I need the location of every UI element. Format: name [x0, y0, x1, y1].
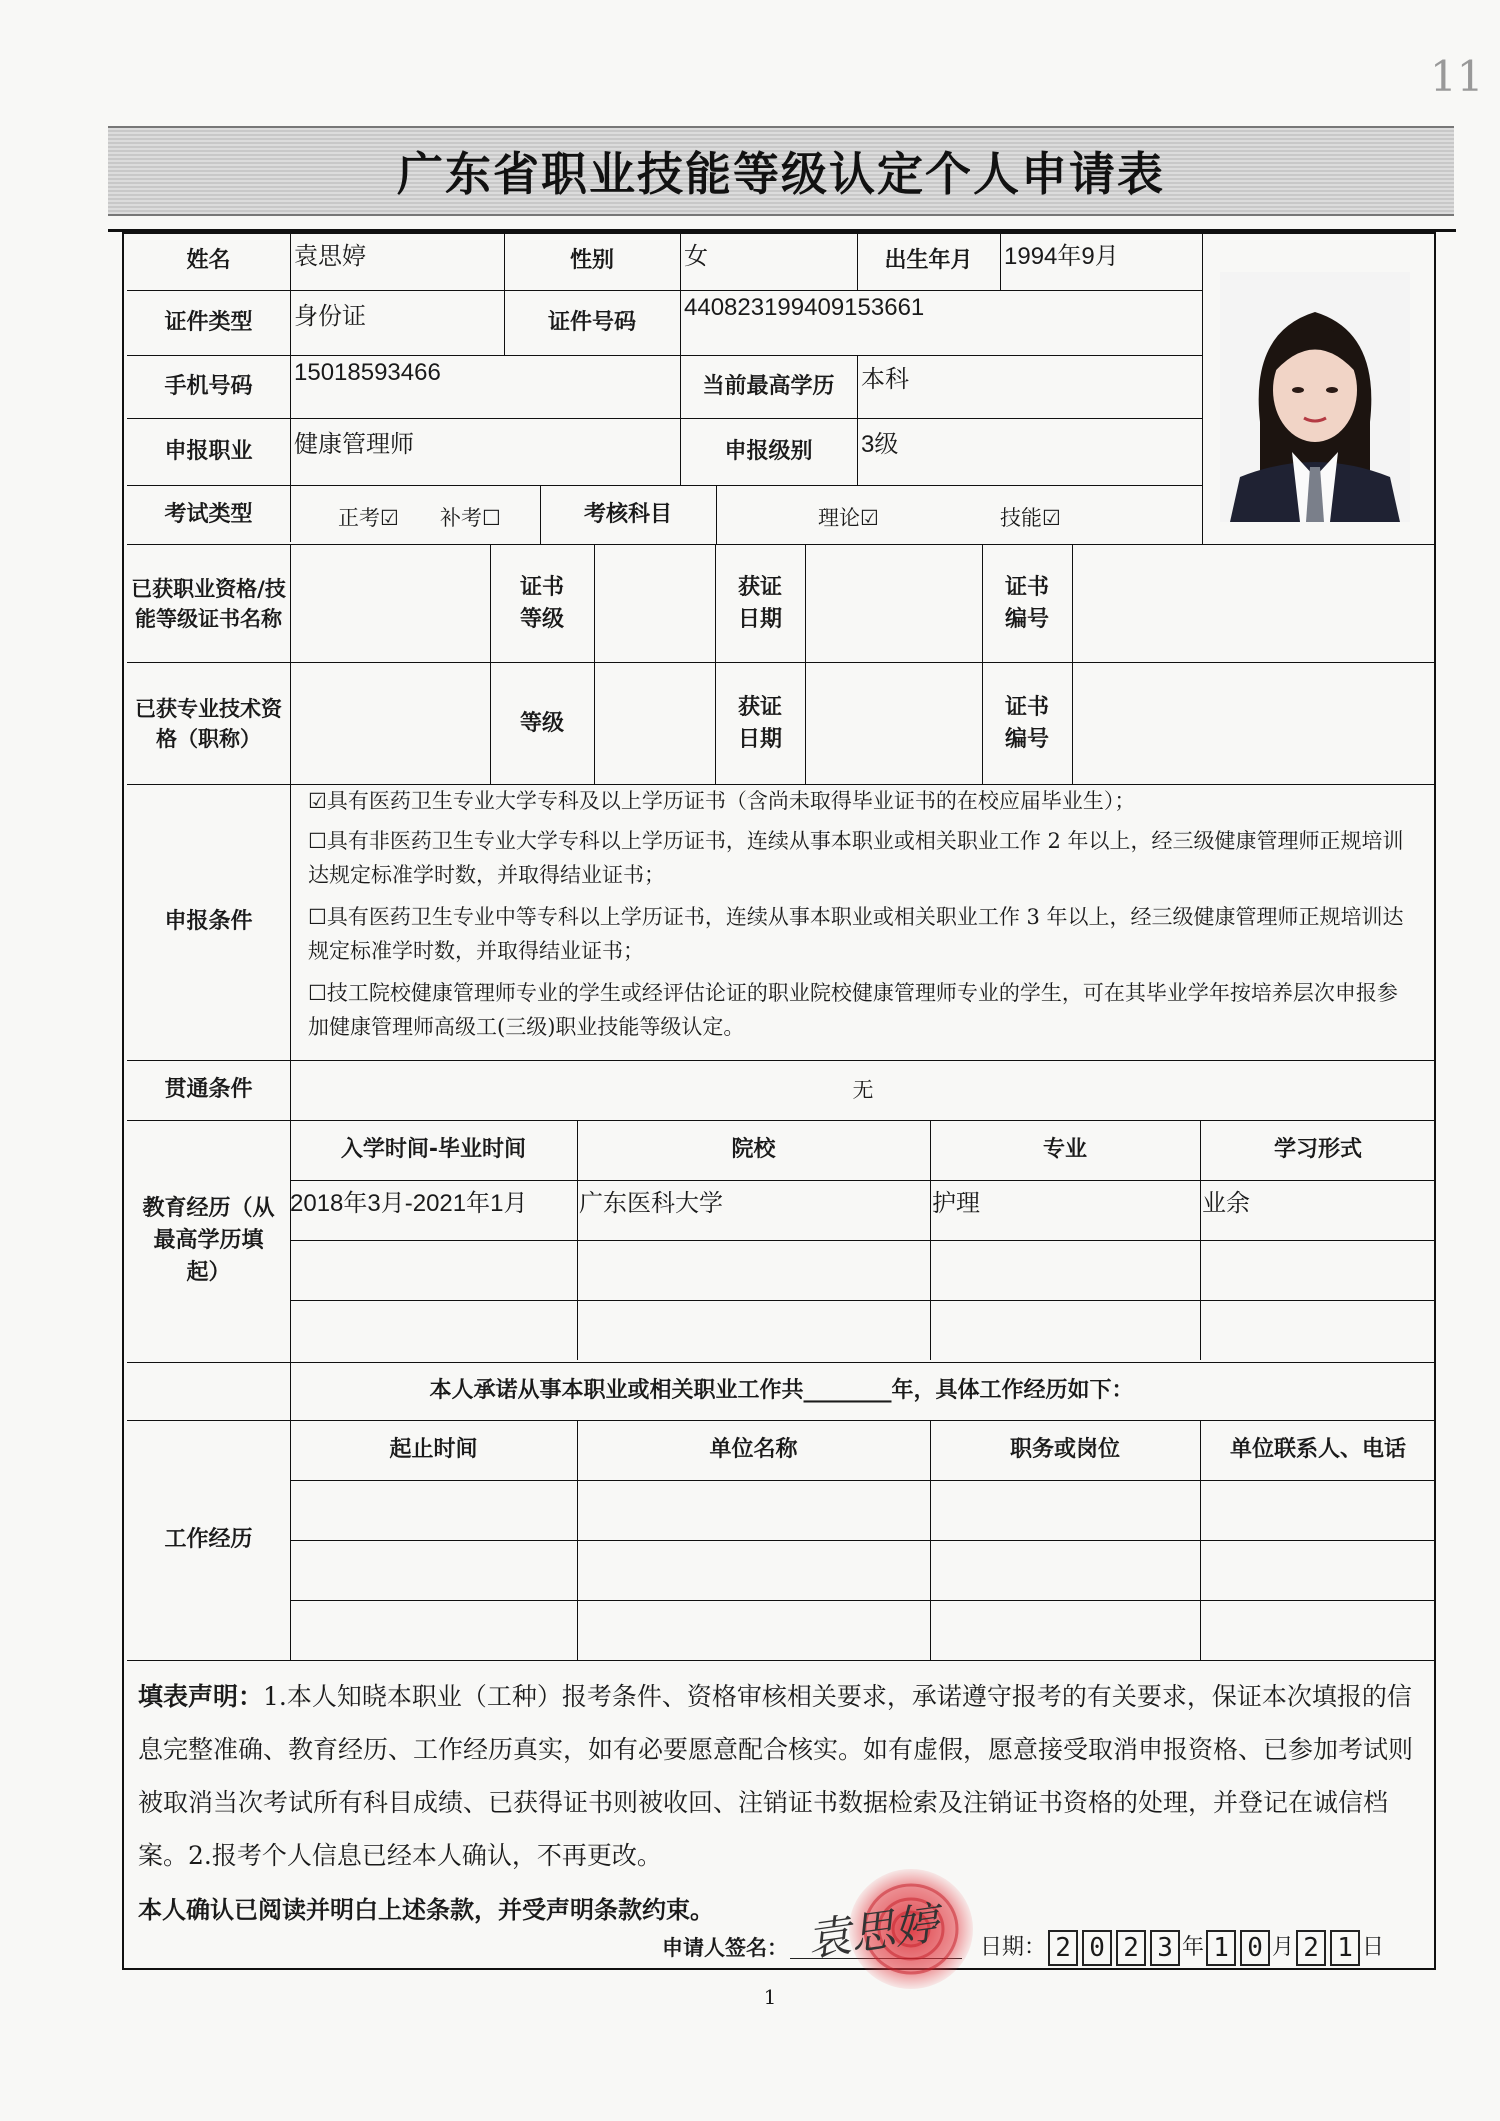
day-digit[interactable]: 1: [1330, 1930, 1360, 1966]
id-number-label: 证件号码: [547, 309, 636, 335]
id-type-field[interactable]: 身份证: [294, 303, 366, 330]
conditions-label: 申报条件: [164, 909, 253, 935]
through-value[interactable]: 无: [852, 1078, 874, 1102]
grid-line: [1000, 232, 1001, 290]
name-field[interactable]: 袁思婷: [294, 243, 366, 270]
date-label: 日期：: [980, 1935, 1047, 1960]
exam-first-text: 正考: [338, 506, 380, 530]
grid-line: [857, 355, 858, 485]
condition-text: 具有非医药卫生专业大学专科以上学历证书，连续从事本职业或相关职业工作 2 年以上，经三级健康管理师正规培训达规定标准学时数，并取得结业证书；: [308, 829, 1404, 887]
professional-title-label: 已获专业技术资格（职称）: [135, 696, 282, 751]
applicant-photo: [1220, 272, 1410, 522]
year-digit[interactable]: 0: [1082, 1930, 1112, 1966]
empty-box-icon: ☐: [308, 981, 327, 1005]
grid-line: [290, 232, 291, 542]
declaration-text: 1.本人知晓本职业（工种）报考条件、资格审核相关要求，承诺遵守报考的有关要求，保证本次填报的信息完整准确、教育经历、工作经历真实，如有必要愿意配合核实。如有虚假，愿意接受取消申报资格、已参加考试则被取消当次考试所有科目成绩、已获得证书则被收回、注销证书数据检索及注销证书资格的处理，并登记在诚信档案。2.报考个人信息已经本人确认，不再更改。: [138, 1682, 1414, 1870]
edu-header: 入学时间-毕业时间: [340, 1137, 527, 1163]
condition-item[interactable]: [308, 824, 1418, 892]
declaration-block: [138, 1670, 1423, 1882]
professional-number-label: 证书编号: [1004, 695, 1049, 752]
grid-line: [290, 1600, 1436, 1601]
edu-cell[interactable]: 业余: [1202, 1189, 1250, 1217]
edu-header: 院校: [731, 1137, 776, 1163]
vocational-cert-label: 已获职业资格/技能等级证书名称: [131, 576, 286, 631]
education-label: 教育经历（从最高学历填起）: [142, 1196, 275, 1285]
page-number: 1: [763, 1985, 777, 2009]
form-title: 广东省职业技能等级认定个人申请表: [397, 147, 1165, 201]
level-field[interactable]: 3级: [861, 431, 899, 458]
declaration-confirm: 本人确认已阅读并明白上述条款，并受声明条款约束。: [138, 1896, 714, 1924]
empty-box-icon: ☐: [482, 506, 501, 530]
condition-text: 技工院校健康管理师专业的学生或经评估论证的职业院校健康管理师专业的学生，可在其毕业学年按培养层次申报参加健康管理师高级工(三级)职业技能等级认定。: [308, 981, 1398, 1039]
job-label: 申报职业: [164, 438, 253, 464]
exam-first-option[interactable]: [338, 502, 399, 532]
month-digit[interactable]: 0: [1240, 1930, 1270, 1966]
condition-item[interactable]: [308, 976, 1418, 1044]
day-unit: 日: [1362, 1935, 1385, 1960]
phone-field[interactable]: 15018593466: [294, 359, 441, 386]
year-digit[interactable]: 2: [1048, 1930, 1078, 1966]
grid-line: [290, 1300, 1436, 1301]
condition-text: 具有医药卫生专业大学专科及以上学历证书（含尚未取得毕业证书的在校应届毕业生）；: [326, 789, 1136, 813]
year-digit[interactable]: 3: [1150, 1930, 1180, 1966]
work-header: 单位名称: [709, 1437, 798, 1463]
through-label: 贯通条件: [164, 1077, 253, 1103]
grid-line: [290, 1180, 1436, 1181]
work-pledge: 本人承诺从事本职业或相关职业工作共________年，具体工作经历如下：: [429, 1378, 1134, 1404]
grid-line: [290, 1540, 1436, 1541]
grid-line: [127, 662, 1436, 663]
vocational-date-label: 获证日期: [737, 575, 782, 632]
grid-line: [716, 485, 717, 544]
grid-line: [680, 232, 681, 355]
birth-field[interactable]: 1994年9月: [1004, 243, 1119, 270]
birth-label: 出生年月: [884, 248, 973, 274]
work-header: 职务或岗位: [1009, 1437, 1120, 1463]
edu-header: 专业: [1042, 1137, 1087, 1163]
subjects-label: 考核科目: [583, 501, 672, 527]
corner-mark: 11: [1430, 52, 1484, 101]
id-number-field[interactable]: 440823199409153661: [684, 294, 925, 321]
job-field[interactable]: 健康管理师: [294, 431, 414, 458]
condition-item[interactable]: [308, 784, 1418, 818]
year-digit[interactable]: 2: [1116, 1930, 1146, 1966]
work-header: 单位联系人、电话: [1229, 1437, 1406, 1463]
gender-field[interactable]: 女: [684, 243, 708, 270]
day-digit[interactable]: 2: [1296, 1930, 1326, 1966]
education-level-field[interactable]: 本科: [861, 366, 909, 393]
applicant-signature: 袁思婷: [803, 1898, 942, 1967]
edu-cell[interactable]: 护理: [932, 1189, 980, 1217]
education-level-label: 当前最高学历: [702, 373, 835, 399]
grid-line: [127, 544, 1436, 545]
edu-header: 学习形式: [1273, 1137, 1362, 1163]
checked-box-icon: ☑: [860, 506, 879, 530]
grid-line: [290, 1480, 1436, 1481]
work-header: 起止时间: [389, 1437, 478, 1463]
name-label: 姓名: [186, 248, 231, 274]
edu-cell[interactable]: 广东医科大学: [579, 1189, 723, 1217]
title-band: [108, 126, 1454, 216]
grid-line: [127, 1060, 1436, 1061]
grid-line: [290, 1240, 1436, 1241]
sign-label: 申请人签名：: [662, 1936, 788, 1960]
year-unit: 年: [1182, 1935, 1205, 1960]
vocational-grade-label: 证书等级: [519, 575, 564, 632]
declaration-heading: 填表声明：: [138, 1682, 264, 1711]
subject-theory-option[interactable]: [818, 502, 879, 532]
empty-box-icon: ☐: [308, 829, 327, 853]
month-unit: 月: [1272, 1935, 1295, 1960]
subject-skill-text: 技能: [1000, 506, 1042, 530]
condition-text: 具有医药卫生专业中等专科以上学历证书，连续从事本职业或相关职业工作 3 年以上，经三级健康管理师正规培训达规定标准学时数，并取得结业证书；: [308, 905, 1404, 963]
exam-type-label: 考试类型: [164, 501, 253, 527]
subject-skill-option[interactable]: [1000, 502, 1061, 532]
empty-box-icon: ☐: [308, 905, 327, 929]
phone-label: 手机号码: [164, 373, 253, 399]
edu-cell[interactable]: 2018年3月-2021年1月: [290, 1190, 528, 1217]
level-label: 申报级别: [724, 438, 813, 464]
exam-retake-text: 补考: [440, 506, 482, 530]
professional-date-label: 获证日期: [737, 695, 782, 752]
professional-grade-label: 等级: [519, 711, 564, 737]
exam-retake-option[interactable]: [440, 502, 501, 532]
condition-item[interactable]: [308, 900, 1418, 968]
grid-line: [1072, 544, 1073, 784]
grid-line: [127, 1660, 1436, 1661]
grid-line: [594, 544, 595, 784]
gender-label: 性别: [569, 248, 614, 274]
checked-box-icon: ☑: [1042, 506, 1061, 530]
id-type-label: 证件类型: [164, 309, 253, 335]
subject-theory-text: 理论: [818, 506, 860, 530]
grid-line: [1202, 232, 1203, 544]
vocational-number-label: 证书编号: [1004, 575, 1049, 632]
month-digit[interactable]: 1: [1206, 1930, 1236, 1966]
checked-box-icon: ☑: [380, 506, 399, 530]
sign-date: [980, 1930, 1384, 1966]
work-label: 工作经历: [164, 1527, 253, 1553]
checked-box-icon: ☑: [308, 789, 327, 813]
grid-line: [805, 544, 806, 784]
